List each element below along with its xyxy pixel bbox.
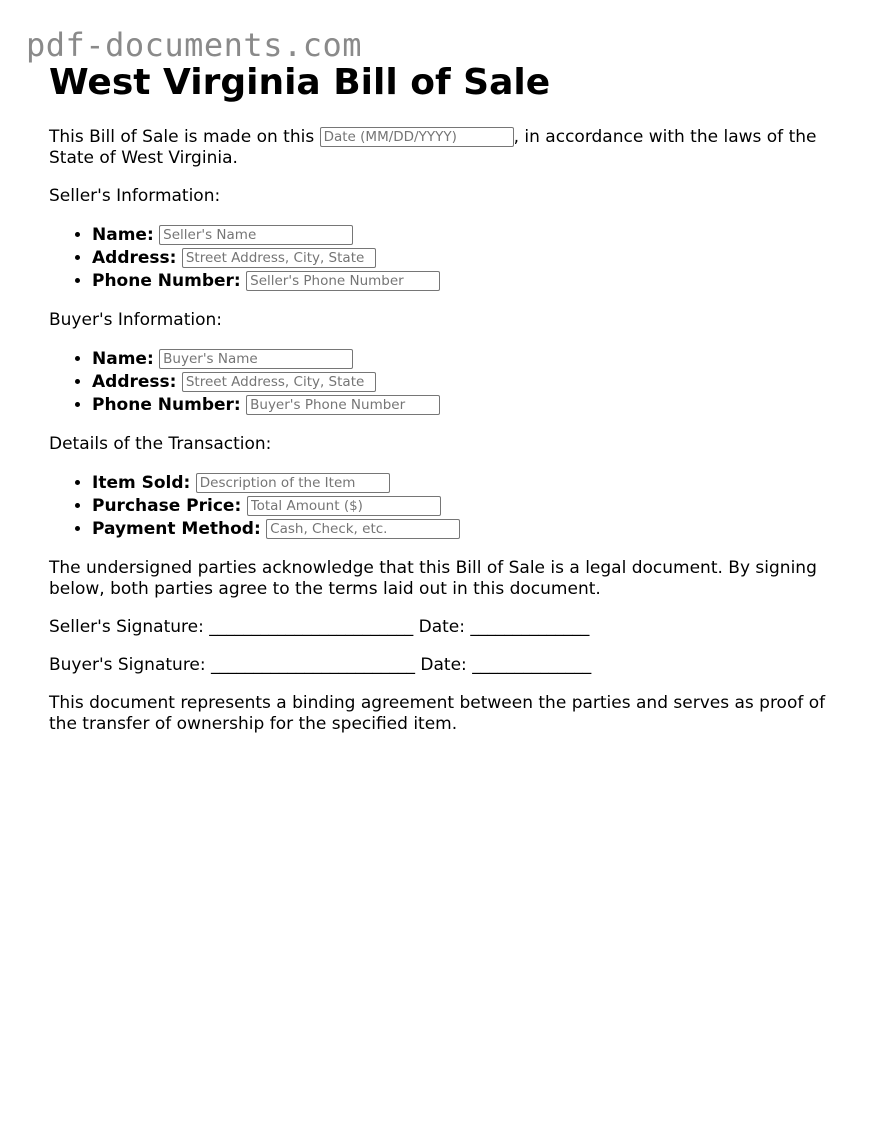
- payment-method-row: [92, 518, 839, 541]
- buyer-info-list: [49, 348, 839, 417]
- seller-phone-label: Phone Number:: [92, 271, 241, 291]
- buyer-address-input[interactable]: [182, 372, 376, 392]
- closing-paragraph: This document represents a binding agreement between the parties and serves as proof of the transfer of ownership for the specified item.: [49, 693, 826, 734]
- item-sold-row: [92, 472, 839, 495]
- seller-phone-input[interactable]: [246, 271, 440, 291]
- intro-text-before: This Bill of Sale is made on this: [49, 127, 320, 147]
- purchase-price-label: Purchase Price:: [92, 496, 242, 516]
- sale-date-input[interactable]: [320, 127, 514, 147]
- seller-phone-row: [92, 270, 839, 293]
- purchase-price-input[interactable]: [247, 496, 441, 516]
- document-title: West Virginia Bill of Sale: [49, 62, 551, 103]
- payment-method-input[interactable]: [266, 519, 460, 539]
- buyer-name-label: Name:: [92, 349, 154, 369]
- seller-info-list: [49, 224, 839, 293]
- bill-of-sale-document: [49, 60, 839, 735]
- intro-paragraph: [49, 127, 839, 169]
- seller-section-heading: Seller's Information:: [49, 186, 221, 206]
- seller-name-label: Name:: [92, 225, 154, 245]
- buyer-signature-line: Buyer's Signature: ________________________ Date: ______________: [49, 655, 592, 675]
- item-sold-label: Item Sold:: [92, 473, 191, 493]
- item-sold-input[interactable]: [196, 473, 390, 493]
- site-watermark: pdf-documents.com: [26, 26, 363, 64]
- seller-address-label: Address:: [92, 248, 177, 268]
- purchase-price-row: [92, 495, 839, 518]
- buyer-name-input[interactable]: [159, 349, 353, 369]
- buyer-phone-label: Phone Number:: [92, 395, 241, 415]
- buyer-phone-row: [92, 394, 839, 417]
- buyer-address-row: [92, 371, 839, 394]
- seller-address-input[interactable]: [182, 248, 376, 268]
- payment-method-label: Payment Method:: [92, 519, 261, 539]
- seller-signature-line: Seller's Signature: ________________________ Date: ______________: [49, 617, 590, 637]
- transaction-details-list: [49, 472, 839, 541]
- buyer-address-label: Address:: [92, 372, 177, 392]
- buyer-name-row: [92, 348, 839, 371]
- seller-name-input[interactable]: [159, 225, 353, 245]
- seller-name-row: [92, 224, 839, 247]
- buyer-section-heading: Buyer's Information:: [49, 310, 223, 330]
- transaction-section-heading: Details of the Transaction:: [49, 434, 272, 454]
- intro-text-after: , in accordance with the laws of the State of West Virginia.: [49, 127, 817, 168]
- acknowledgement-paragraph: The undersigned parties acknowledge that this Bill of Sale is a legal document. By signing below, both parties agree to the terms laid out in this document.: [49, 558, 817, 599]
- seller-address-row: [92, 247, 839, 270]
- buyer-phone-input[interactable]: [246, 395, 440, 415]
